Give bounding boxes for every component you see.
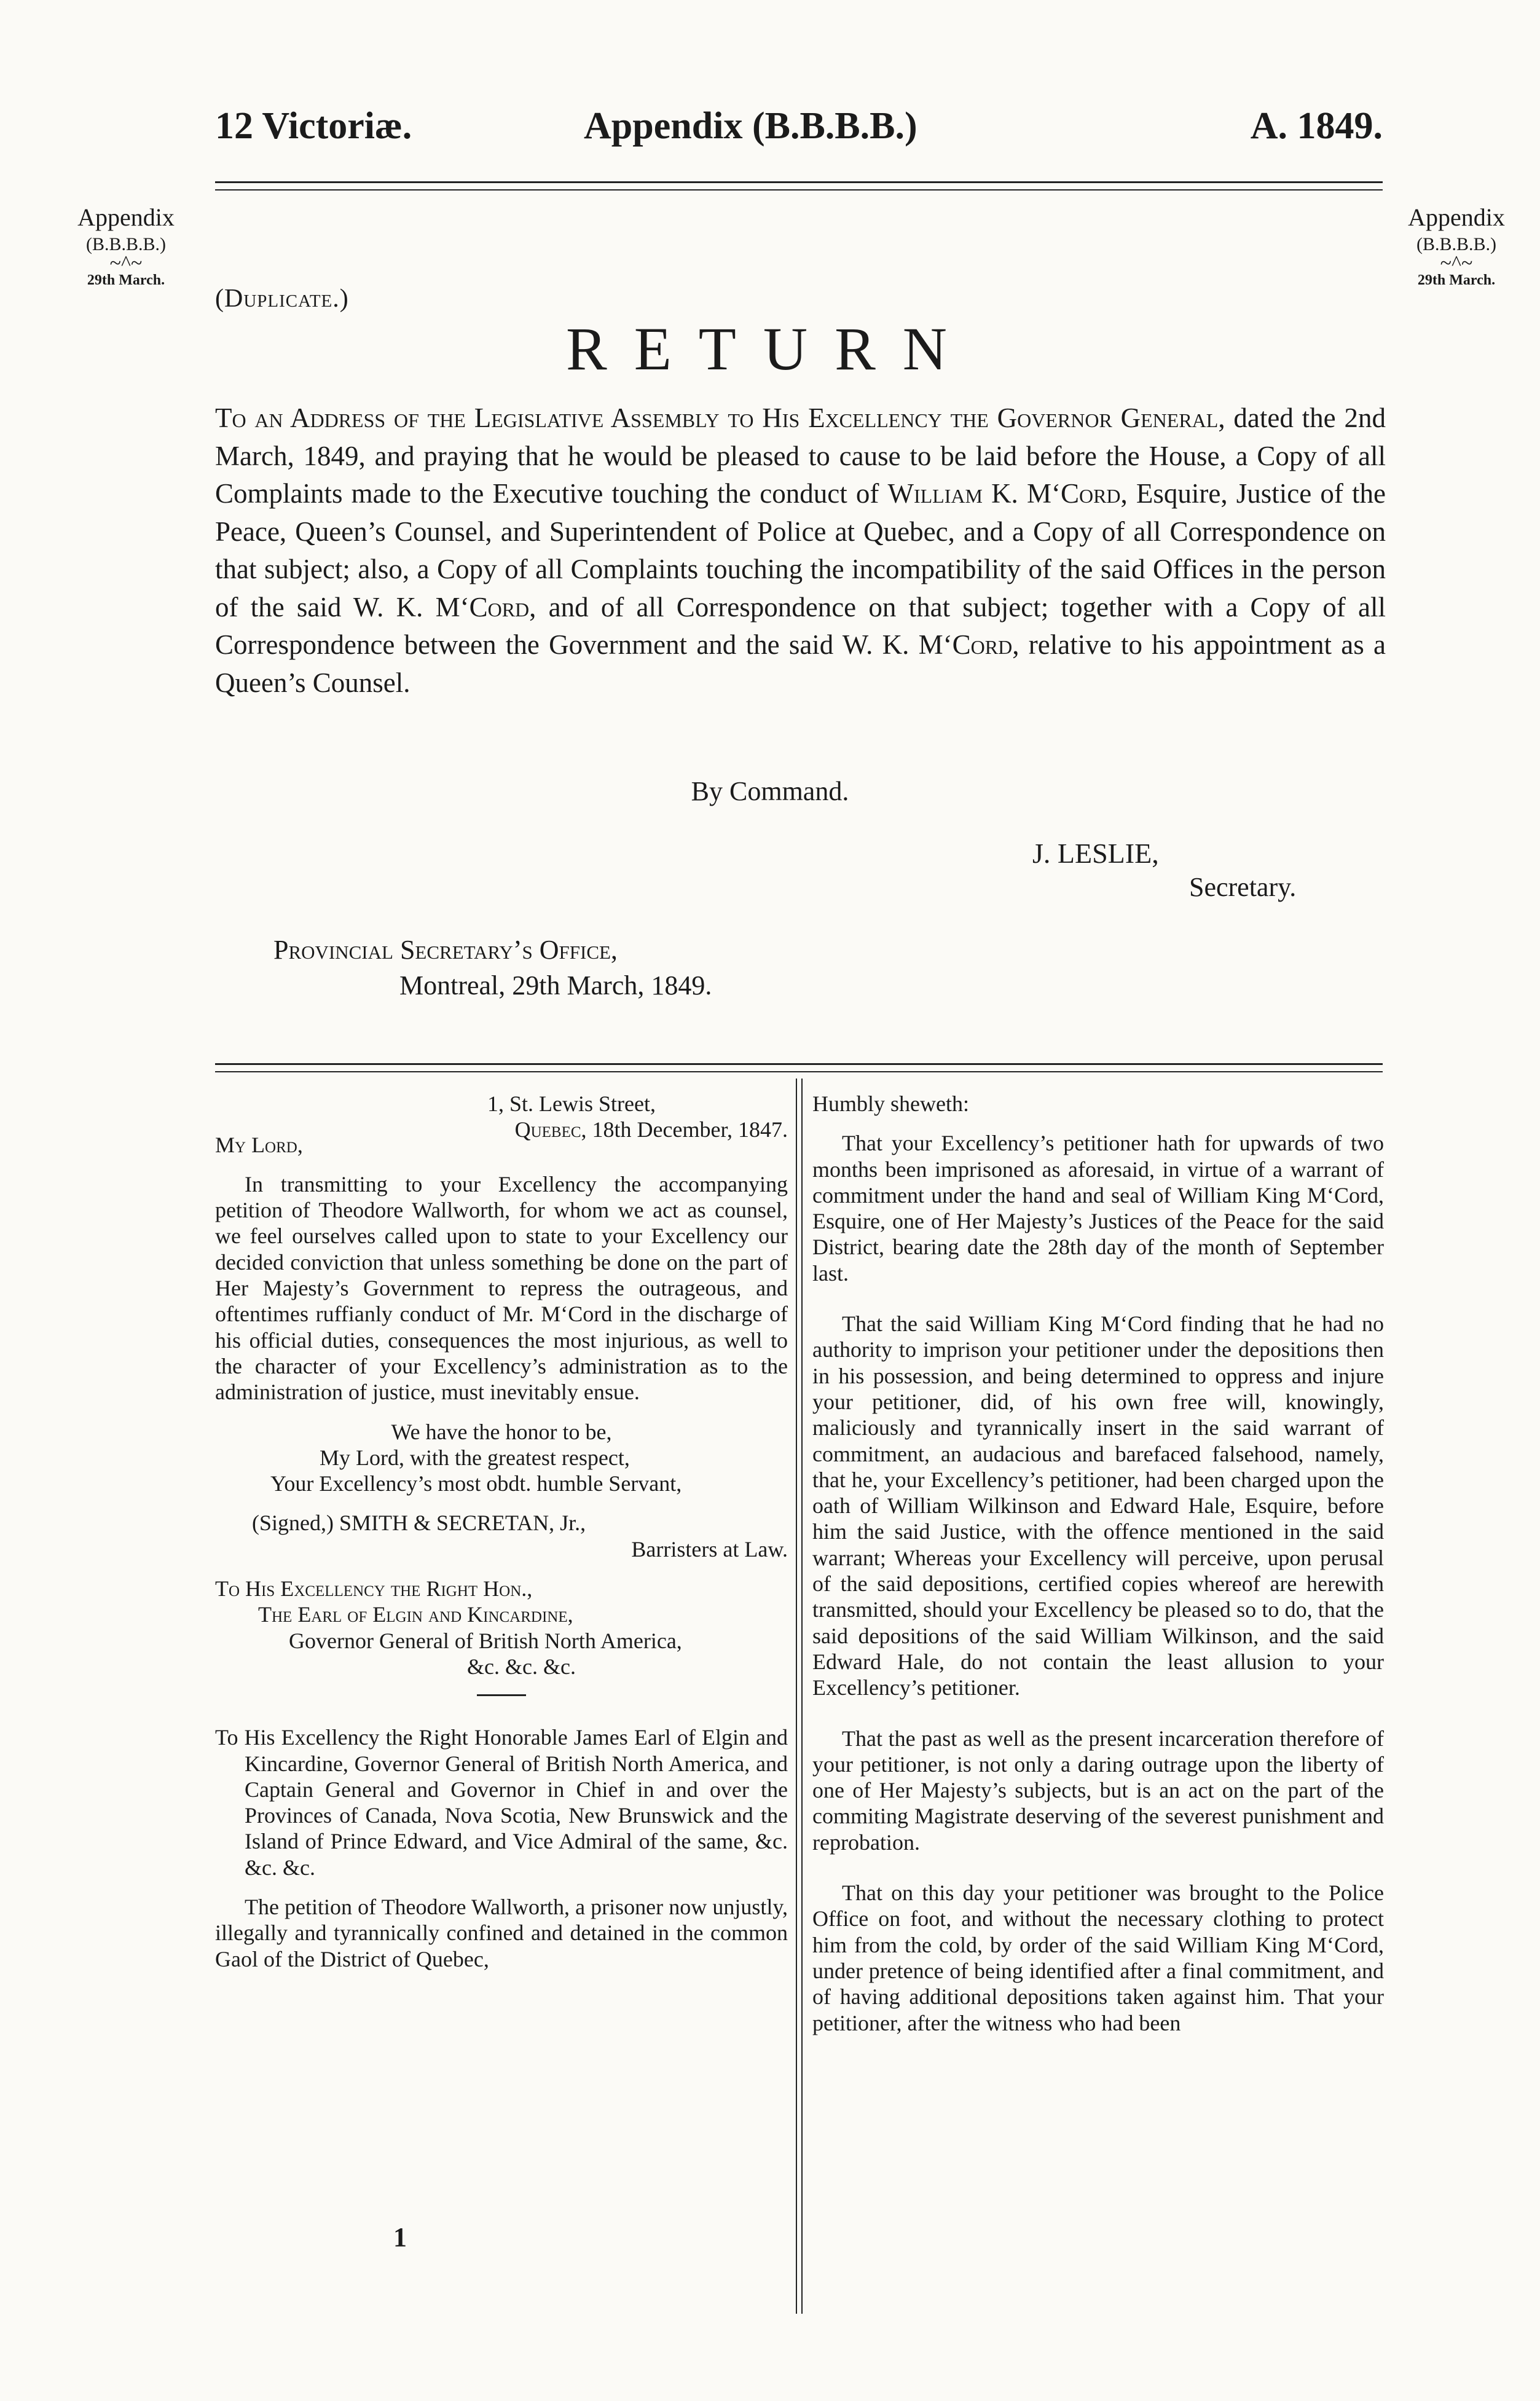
address-body-3: and of all Correspondence on that subject; together with a Copy of all Correspondence between the Government and the said W. K. <box>215 591 1386 660</box>
petition-paragraph-3: That the past as well as the present incarceration therefore of your petitioner, is not only a daring outrage upon the liberty of one of Her Majesty’s subjects, but is an act on the part of the commiting Magistrate deserving of the severest punishment and reprobation. <box>812 1726 1384 1855</box>
letter-date: 18th December, 1847. <box>586 1117 788 1142</box>
header-left: 12 Victoriæ. <box>215 105 412 147</box>
letter-to-4: &c. &c. &c. <box>467 1654 576 1679</box>
letter-closing-3: Your Excellency’s most obdt. humble Servant, <box>270 1471 682 1496</box>
letter-address-line: 1, St. Lewis Street, <box>487 1091 656 1116</box>
letter-signature: (Signed,) SMITH & SECRETAN, Jr., <box>252 1511 586 1536</box>
margin-date: 29th March. <box>87 272 165 288</box>
document-title: RETURN <box>566 315 974 383</box>
petition-address: To His Excellency the Right Honorable James Earl of Elgin and Kincardine, Governor General of British North America, and Captain General and Governor in Chief in and over the Provinces of Canada, Nova Scotia, New Brunswick and the Island of Prince Edward, and Vice Admiral of the same, &c. &c. &c. <box>215 1725 788 1880</box>
address-name-1: William K. M‘Cord, <box>887 478 1128 509</box>
margin-swash: ~^~ <box>109 252 143 275</box>
office-name: Provincial Secretary’s Office, <box>273 935 618 965</box>
column-divider <box>796 1079 803 2314</box>
header-right: A. 1849. <box>1250 105 1383 147</box>
margin-code: (B.B.B.B.) <box>85 234 167 254</box>
signer-name: J. LESLIE, <box>1032 838 1159 869</box>
letter-to-2: The Earl of Elgin and Kincardine, <box>258 1602 573 1627</box>
margin-note-right <box>1383 203 1530 289</box>
letter-signature-title: Barristers at Law. <box>631 1536 788 1562</box>
margin-note-left <box>52 203 200 289</box>
margin-swash: ~^~ <box>1440 252 1473 275</box>
office-date: Montreal, 29th March, 1849. <box>399 970 712 1000</box>
header-center: Appendix (B.B.B.B.) <box>584 105 917 147</box>
letter-salutation: My Lord, <box>215 1132 303 1157</box>
short-rule <box>477 1694 526 1696</box>
letter-date-place: Quebec, <box>514 1117 587 1142</box>
address-name-2: M‘Cord, <box>435 591 536 623</box>
left-column <box>215 1091 788 1972</box>
address-paragraph <box>215 399 1386 702</box>
page-number: 1 <box>393 2222 407 2252</box>
margin-appendix: Appendix <box>77 203 175 231</box>
right-column <box>812 1091 1384 2036</box>
margin-code: (B.B.B.B.) <box>1416 234 1497 254</box>
margin-date: 29th March. <box>1417 272 1496 288</box>
header-rule <box>215 181 1383 191</box>
address-name-3: M‘Cord, <box>918 629 1019 660</box>
letter-to-3: Governor General of British North America, <box>289 1628 682 1653</box>
duplicate-label: (Duplicate.) <box>215 285 349 313</box>
petition-intro: The petition of Theodore Wallworth, a prisoner now unjustly, illegally and tyrannically confined and detained in the common Gaol of the District of Quebec, <box>215 1895 788 1971</box>
margin-appendix: Appendix <box>1408 203 1505 231</box>
signer-title: Secretary. <box>1189 872 1297 902</box>
running-head <box>215 104 1383 160</box>
letter-closing-1: We have the honor to be, <box>391 1419 612 1444</box>
section-rule <box>215 1063 1383 1072</box>
petition-paragraph-4: That on this day your petitioner was brought to the Police Office on foot, and without the necessary clothing to protect him from the cold, by order of the said William King M‘Cord, under pretence of being identified after a final commitment, and of having additional depositions taken against him. That your petitioner, after the witness who had been <box>812 1880 1384 2035</box>
petition-humbly: Humbly sheweth: <box>812 1091 969 1116</box>
address-body-1: dated the 2nd March, 1849, and praying that he would be pleased to cause to be laid before the House, a Copy of all Complaints made to the Executive touching the conduct of <box>215 403 1386 509</box>
letter-body: In transmitting to your Excellency the accompanying petition of Theodore Wallworth, for whom we act as counsel, we feel ourselves called upon to state to your Excellency our decided conviction that unless something be done on the part of Her Majesty’s Government to repress the outrageous, and oftentimes ruffianly conduct of Mr. M‘Cord in the discharge of his official duties, consequences the most injurious, as well to the character of your Excellency’s administration as to the administration of justice, must inevitably ensue. <box>215 1171 788 1405</box>
petition-paragraph-1: That your Excellency’s petitioner hath for upwards of two months been imprisoned as aforesaid, in virtue of a warrant of commitment under the hand and seal of William King M‘Cord, Esquire, one of Her Majesty’s Justices of the Peace for the said District, bearing date the 28th day of the month of September last. <box>812 1131 1384 1286</box>
address-body-2: Esquire, Justice of the Peace, Queen’s Counsel, and Superintendent of Police at Quebec, and a Copy of all Correspondence on that subject; also, a Copy of all Complaints touching the incompatibility of the said Offices in the person of the said W. K. <box>215 478 1386 623</box>
letter-to-1: To His Excellency the Right Hon., <box>215 1576 533 1601</box>
letter-closing-2: My Lord, with the greatest respect, <box>320 1445 630 1470</box>
petition-paragraph-2: That the said William King M‘Cord finding that he had no authority to imprison your petitioner under the depositions then in his possession, and being determined to oppress and injure your petitioner, did, of his own free will, knowingly, maliciously and tyrannically insert in the said warrant of commitment, an audacious and barefaced falsehood, namely, that he, your Excellency’s petitioner, had been charged upon the oath of William Wilkinson and Edward Hale, Esquire, before him the said Justice, with the offence mentioned in the said warrant; Whereas your Excellency will perceive, upon perusal of the said depositions, certified copies whereof are herewith transmitted, should your Excellency be pleased so to do, that the said depositions of the said William Wilkinson, and the said Edward Hale, do not contain the least allusion to your Excellency’s petitioner. <box>812 1311 1384 1700</box>
address-lead: To an Address of the Legislative Assembly to His Excellency the Governor General, <box>215 403 1225 433</box>
address-body-4: relative to his appointment as a Queen’s Counsel. <box>215 629 1386 698</box>
by-command: By Command. <box>691 776 849 806</box>
